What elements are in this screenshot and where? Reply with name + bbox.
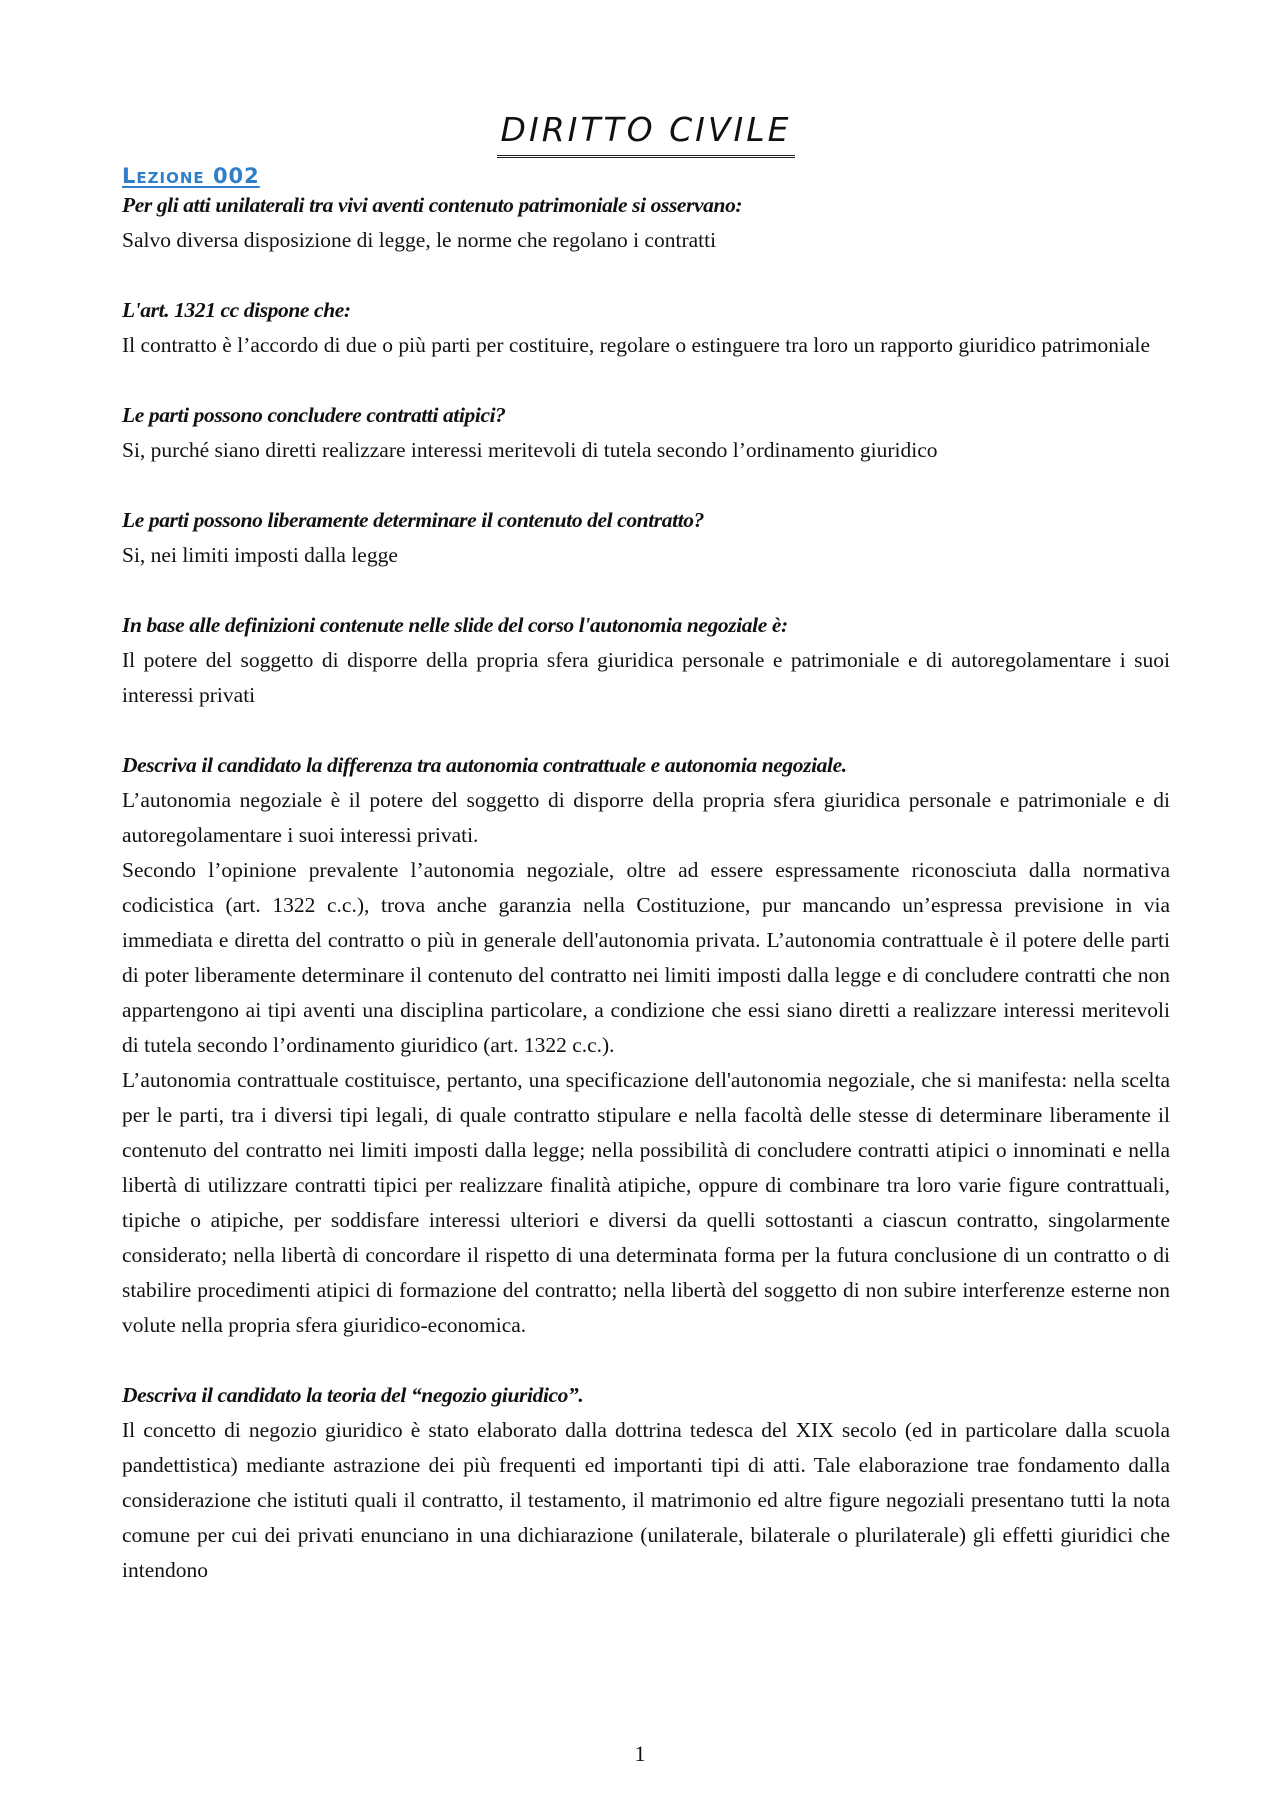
question: Le parti possono liberamente determinare il contenuto del contratto? [122, 508, 704, 532]
page-number: 1 [634, 1741, 646, 1766]
qa-item [122, 188, 1170, 258]
qa-item [122, 1378, 1170, 1588]
answer-paragraph: L’autonomia negoziale è il potere del soggetto di disporre della propria sfera giuridica personale e patrimoniale e di autoregolamentare i suoi interessi privati. [122, 788, 1170, 847]
answer: Si, nei limiti imposti dalla legge [122, 543, 398, 567]
question: Le parti possono concludere contratti atipici? [122, 403, 506, 427]
answer: Il contratto è l’accordo di due o più parti per costituire, regolare o estinguere tra loro un rapporto giuridico patrimoniale [122, 333, 1151, 357]
question: L'art. 1321 cc dispone che: [122, 298, 351, 322]
answer: Si, purché siano diretti realizzare interessi meritevoli di tutela secondo l’ordinamento giuridico [122, 438, 938, 462]
document-title [122, 110, 1170, 158]
answer: Il concetto di negozio giuridico è stato elaborato dalla dottrina tedesca del XIX secolo (ed in particolare dalla scuola pandettistica) mediante astrazione dei più frequenti ed importanti tipi di atti. Tale elaborazione trae fondamento dalla considerazione che istituti quali il contratto, il testamento, il matrimonio ed altre figure negoziali presentano tutti la nota comune per cui dei privati enunciano in una dichiarazione (unilaterale, bilaterale o plurilaterale) gli effetti giuridici che intendono [122, 1418, 1170, 1582]
qa-item [122, 293, 1170, 363]
question: Descriva il candidato la teoria del “negozio giuridico”. [122, 1383, 584, 1407]
document-page [122, 110, 1170, 1588]
lesson-heading: Lezione 002 [122, 164, 260, 188]
question: Descriva il candidato la differenza tra autonomia contrattuale e autonomia negoziale. [122, 753, 847, 777]
qa-item [122, 398, 1170, 468]
answer: Salvo diversa disposizione di legge, le norme che regolano i contratti [122, 228, 717, 252]
answer: Il potere del soggetto di disporre della propria sfera giuridica personale e patrimoniale e di autoregolamentare i suoi interessi privati [122, 648, 1170, 707]
answer-paragraph: L’autonomia contrattuale costituisce, pertanto, una specificazione dell'autonomia negoziale, che si manifesta: nella scelta per le parti, tra i diversi tipi legali, di quale contratto stipulare e nella facoltà delle stesse di determinare liberamente il contenuto del contratto nei limiti imposti dalla legge; nella possibilità di concludere contratti atipici o innominati e nella libertà di utilizzare contratti tipici per realizzare finalità atipiche, oppure di combinare tra loro varie figure contrattuali, tipiche o atipiche, per soddisfare interessi ulteriori e diversi da quelli sottostanti a ciascun contratto, singolarmente considerato; nella libertà di concordare il rispetto di una determinata forma per la futura conclusione di un contratto o di stabilire procedimenti atipici di formazione del contratto; nella libertà del soggetto di non subire interferenze esterne non volute nella propria sfera giuridico-economica. [122, 1068, 1170, 1337]
question: In base alle definizioni contenute nelle slide del corso l'autonomia negoziale è: [122, 613, 788, 637]
qa-item [122, 608, 1170, 713]
answer-paragraph: Secondo l’opinione prevalente l’autonomia negoziale, oltre ad essere espressamente riconosciuta dalla normativa codicistica (art. 1322 c.c.), trova anche garanzia nella Costituzione, pur mancando un’espressa previsione in via immediata e diretta del contratto o più in generale dell'autonomia privata. L’autonomia contrattuale è il potere delle parti di poter liberamente determinare il contenuto del contratto nei limiti imposti dalla legge e di concludere contratti che non appartengono ai tipi aventi una disciplina particolare, a condizione che essi siano diretti a realizzare interessi meritevoli di tutela secondo l’ordinamento giuridico (art. 1322 c.c.). [122, 858, 1170, 1057]
qa-item [122, 748, 1170, 1343]
qa-item [122, 503, 1170, 573]
document-title-text: DIRITTO CIVILE [497, 110, 796, 158]
question: Per gli atti unilaterali tra vivi aventi contenuto patrimoniale si osservano: [122, 193, 743, 217]
